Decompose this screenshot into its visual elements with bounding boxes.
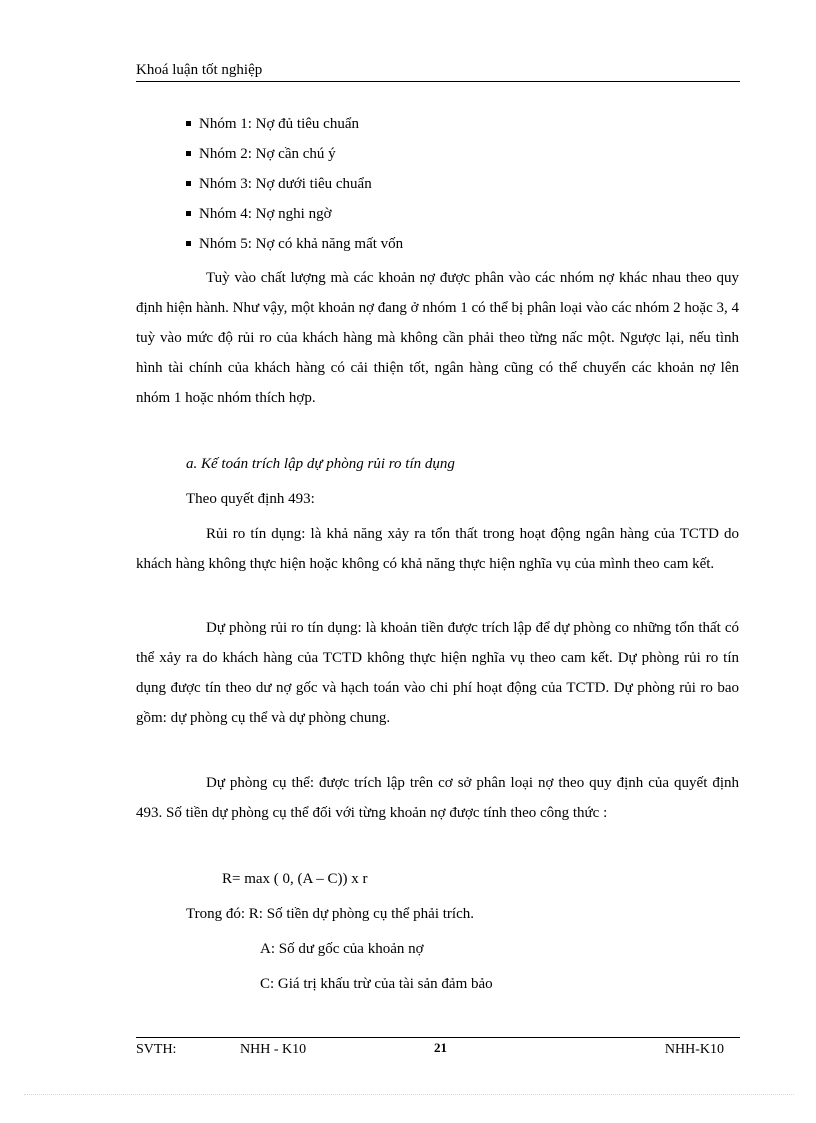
- footer-class-code: NHH - K10: [240, 1042, 307, 1057]
- paragraph-specific-provision: Dự phòng cụ thể: được trích lập trên cơ sở phân loại nợ theo quy định của quyết định 493. Số tiền dự phòng cụ thể đối với từng khoản nợ được tính theo công thức :: [136, 775, 739, 821]
- square-bullet-icon: [186, 121, 191, 126]
- list-item: Nhóm 4: Nợ nghi ngờ: [186, 204, 403, 234]
- square-bullet-icon: [186, 151, 191, 156]
- list-item: Nhóm 1: Nợ đủ tiêu chuẩn: [186, 114, 403, 144]
- formula-definition-r: Trong đó: R: Số tiền dự phòng cụ thể phải trích.: [186, 906, 474, 922]
- loan-group-list: [186, 114, 403, 264]
- paragraph-risk-provision: Dự phòng rủi ro tín dụng: là khoản tiền được trích lập để dự phòng co những tổn thất có thể xảy ra do khách hàng của TCTD không thực hiện nghĩa vụ theo cam kết. Dự phòng rủi ro tín dụng được tín theo dư nợ gốc và hạch toán vào chi phí hoạt động của TCTD. Dự phòng rủi ro bao gồm: dự phòng cụ thể và dự phòng chung.: [136, 620, 739, 726]
- formula-definition-a: A: Số dư gốc của khoản nợ: [260, 941, 424, 957]
- paragraph-classification: Tuỳ vào chất lượng mà các khoản nợ được phân vào các nhóm nợ khác nhau theo quy định hiện hành. Như vậy, một khoản nợ đang ở nhóm 1 có thể bị phân loại vào các nhóm 2 hoặc 3, 4 tuỳ vào mức độ rủi ro của khách hàng mà không cần phải theo từng nấc một. Ngược lại, nếu tình hình tài chính của khách hàng có cải thiện tốt, ngân hàng cũng có thể chuyển các khoản nợ lên nhóm 1 hoặc nhóm thích hợp.: [136, 270, 739, 406]
- page-edge-divider: [24, 1094, 794, 1095]
- page-number: 21: [434, 1040, 447, 1055]
- footer-class-code-right: NHH-K10: [664, 1042, 724, 1057]
- square-bullet-icon: [186, 241, 191, 246]
- square-bullet-icon: [186, 181, 191, 186]
- page-header: [136, 62, 740, 82]
- provision-formula: R= max ( 0, (A – C)) x r: [222, 871, 368, 887]
- section-heading-a: a. Kế toán trích lập dự phòng rủi ro tín dụng: [186, 456, 455, 472]
- page-footer: [136, 1037, 740, 1062]
- list-item: Nhóm 3: Nợ dưới tiêu chuẩn: [186, 174, 403, 204]
- header-title: Khoá luận tốt nghiệp: [136, 62, 263, 78]
- list-item: Nhóm 5: Nợ có khả năng mất vốn: [186, 234, 403, 264]
- footer-student-label: SVTH:: [136, 1042, 177, 1057]
- formula-definition-c: C: Giá trị khấu trừ của tài sản đảm bảo: [260, 976, 493, 992]
- square-bullet-icon: [186, 211, 191, 216]
- list-item: Nhóm 2: Nợ cần chú ý: [186, 144, 403, 174]
- decision-reference: Theo quyết định 493:: [186, 491, 315, 507]
- paragraph-credit-risk: Rủi ro tín dụng: là khả năng xảy ra tổn thất trong hoạt động ngân hàng của TCTD do khách hàng không thực hiện hoặc không có khả năng thực hiện nghĩa vụ của mình theo cam kết.: [136, 526, 739, 572]
